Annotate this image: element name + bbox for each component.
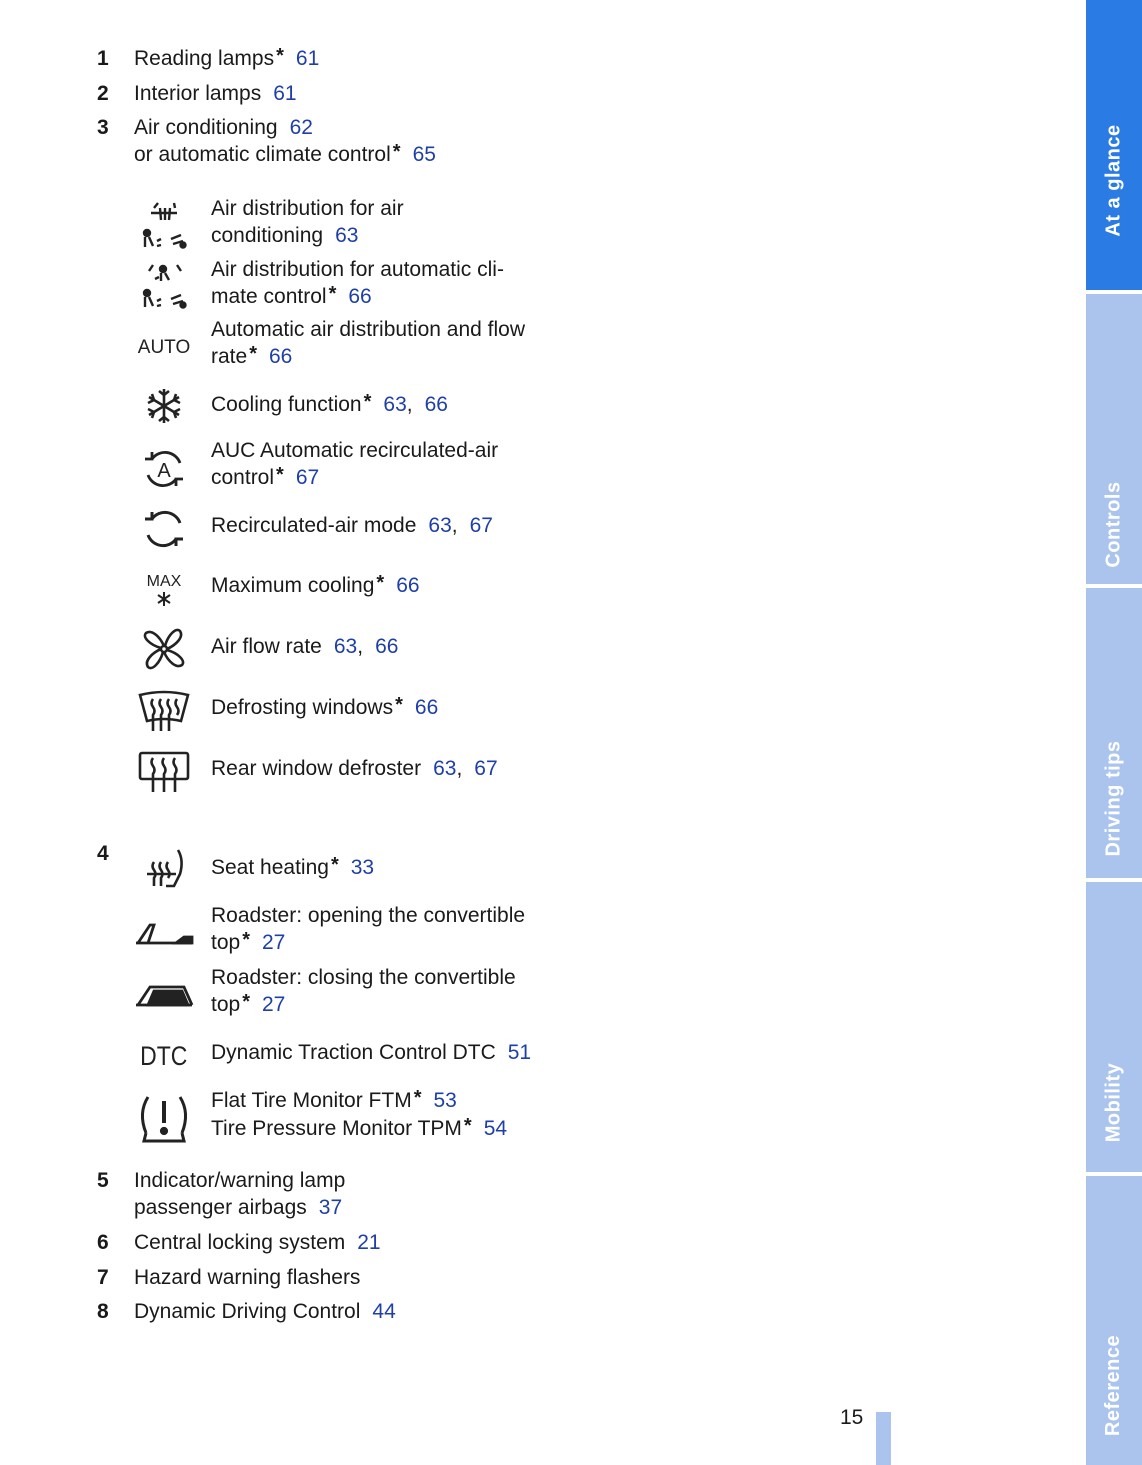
item-label: Indicator/warning lamp passenger airbags 37 <box>134 1169 346 1219</box>
page-ref-link[interactable]: 61 <box>295 47 320 70</box>
auto-air-distribution-icon <box>134 258 194 314</box>
page-ref-link[interactable]: 65 <box>412 143 436 166</box>
page-ref-link[interactable]: 61 <box>273 82 297 105</box>
page-ref-link[interactable]: 27 <box>262 931 286 954</box>
tab-driving-tips[interactable]: Driving tips <box>1086 588 1142 878</box>
page-ref-link[interactable]: 67 <box>474 757 498 780</box>
dtc-icon: DTC <box>140 1040 188 1071</box>
tab-reference[interactable]: Reference <box>1086 1176 1142 1465</box>
page-ref-link[interactable]: 27 <box>262 993 286 1016</box>
page-ref-link[interactable]: 37 <box>318 1196 343 1219</box>
auto-icon: AUTO <box>137 337 191 358</box>
item-number: 7 <box>97 1266 109 1289</box>
tab-at-a-glance[interactable]: At a glance <box>1086 0 1142 290</box>
page-ref-link[interactable]: 53 <box>433 1089 457 1112</box>
item-label: Dynamic Driving Control 44 <box>134 1300 396 1323</box>
page-ref-link[interactable]: 66 <box>424 393 448 416</box>
item-number: 1 <box>97 47 109 70</box>
top-open-icon <box>134 912 194 952</box>
max-cooling-icon: MAX <box>134 568 194 612</box>
sub-item: Air flow rate 63, 66 <box>211 635 399 658</box>
sub-item: AUC Automatic recirculated-air control * 67 <box>211 439 499 489</box>
auc-icon <box>134 446 194 492</box>
sub-item: Defrosting windows * 66 <box>211 694 439 719</box>
sub-item: Air distribution for automatic cli- mate control * 66 <box>211 258 504 308</box>
page-ref-link[interactable]: 66 <box>348 285 372 308</box>
page-ref-link[interactable]: 63 <box>335 224 359 247</box>
sub-item: Seat heating * 33 <box>211 854 375 879</box>
page-ref-link[interactable]: 67 <box>469 514 493 537</box>
page-ref-link[interactable]: 62 <box>289 116 313 139</box>
page-ref-link[interactable]: 63 <box>383 393 407 416</box>
page-ref-link[interactable]: 54 <box>483 1117 508 1140</box>
item-number: 8 <box>97 1300 109 1323</box>
item-number: 2 <box>97 82 109 105</box>
rear-defrost-icon <box>134 748 194 794</box>
air-distribution-icon <box>134 198 194 254</box>
page-number: 15 <box>840 1406 864 1429</box>
sub-item: Roadster: opening the convertible top * 27 <box>211 904 526 954</box>
svg-text:A: A <box>157 460 171 482</box>
page-ref-link[interactable]: 66 <box>268 345 293 368</box>
sub-item: Dynamic Traction Control DTC 51 <box>211 1041 532 1064</box>
page-ref-link[interactable]: 63 <box>428 514 452 537</box>
item-number: 4 <box>97 842 109 865</box>
sub-item: Recirculated-air mode 63, 67 <box>211 514 493 537</box>
item-number: 5 <box>97 1169 109 1192</box>
item-label: Air conditioning 62 or automatic climate control * 65 <box>134 116 436 166</box>
recirculation-icon <box>134 506 194 552</box>
item-label: Hazard warning flashers <box>134 1266 361 1289</box>
top-close-icon <box>134 974 194 1014</box>
page-ref-link[interactable]: 66 <box>414 696 439 719</box>
page-ref-link[interactable]: 63 <box>333 635 358 658</box>
item-number: 3 <box>97 116 109 139</box>
page-ref-link[interactable]: 51 <box>507 1041 532 1064</box>
page-ref-link[interactable]: 21 <box>357 1231 381 1254</box>
fan-icon <box>134 624 194 674</box>
page-ref-link[interactable]: 66 <box>375 635 399 658</box>
page-ref-link[interactable]: 67 <box>295 466 320 489</box>
item-number: 6 <box>97 1231 109 1254</box>
snowflake-icon <box>134 386 194 426</box>
section-sidebar <box>1086 0 1142 1465</box>
sub-item: Air distribution for air conditioning 63 <box>211 197 404 247</box>
page-number-bar <box>876 1412 891 1465</box>
sub-item: Maximum cooling * 66 <box>211 572 420 597</box>
sub-item: Roadster: closing the convertible top * 27 <box>211 966 516 1016</box>
item-label: Central locking system 21 <box>134 1231 381 1254</box>
page-ref-link[interactable]: 66 <box>396 574 420 597</box>
item-label: Interior lamps 61 <box>134 82 297 105</box>
sub-item: Cooling function * 63, 66 <box>211 391 448 416</box>
seat-heating-icon <box>134 846 194 890</box>
windshield-defrost-icon <box>134 688 194 734</box>
item-label: Reading lamps * 61 <box>134 45 320 70</box>
sub-item: Rear window defroster 63, 67 <box>211 757 498 780</box>
sub-item: Flat Tire Monitor FTM * 53 Tire Pressure Monitor TPM * 54 <box>211 1087 508 1140</box>
tab-controls[interactable]: Controls <box>1086 294 1142 584</box>
tab-mobility[interactable]: Mobility <box>1086 882 1142 1172</box>
tire-warning-icon <box>134 1090 194 1146</box>
page-ref-link[interactable]: 33 <box>350 856 375 879</box>
page-ref-link[interactable]: 44 <box>372 1300 396 1323</box>
sub-item: Automatic air distribution and flow rate * 66 <box>211 318 525 368</box>
page-ref-link[interactable]: 63 <box>433 757 457 780</box>
